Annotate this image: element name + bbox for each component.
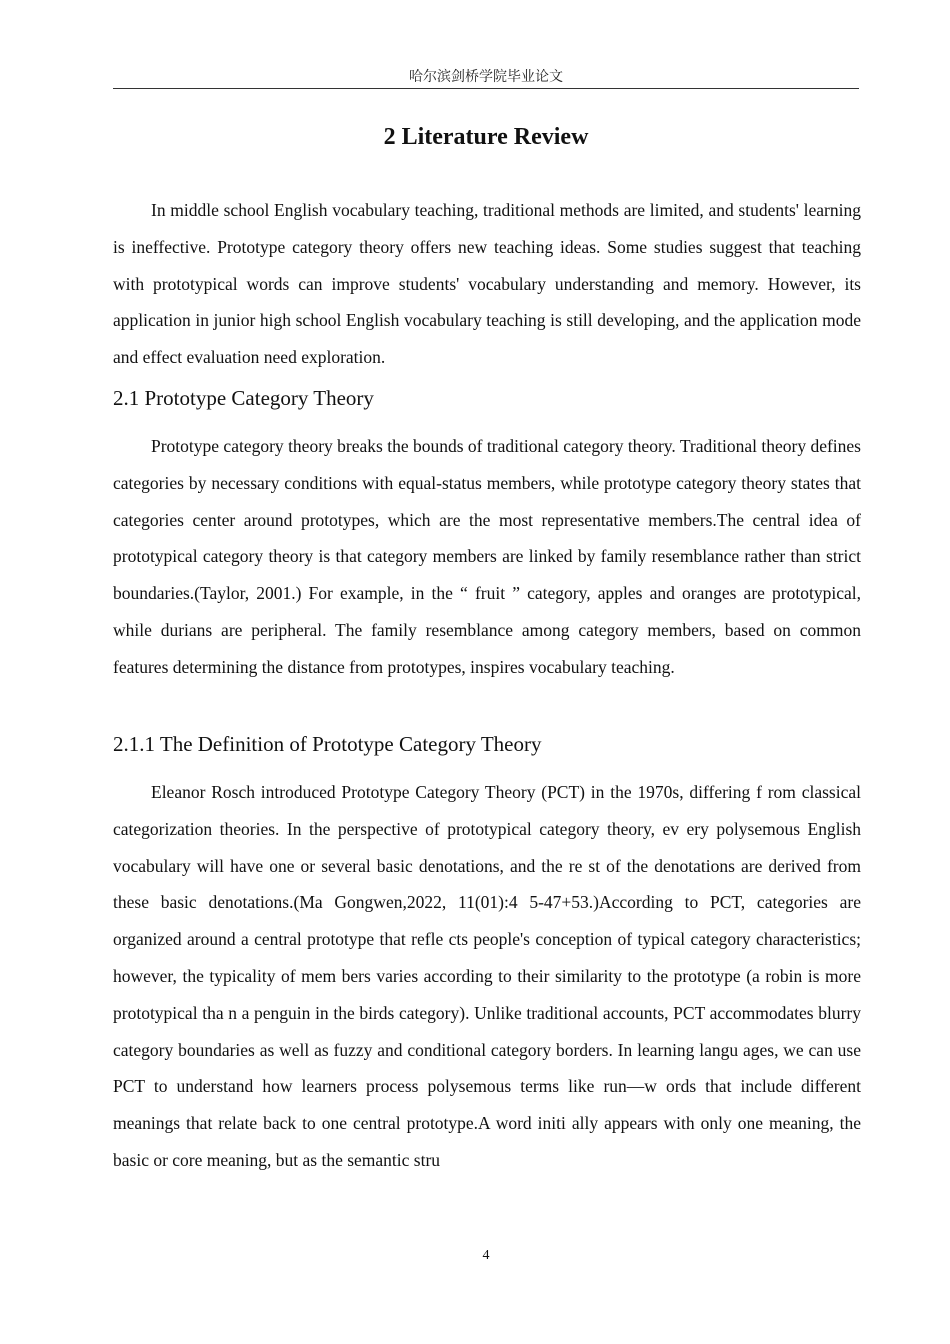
header-rule [113, 88, 859, 89]
section-heading-2-1-1: 2.1.1 The Definition of Prototype Category Theory [113, 732, 542, 756]
chapter-title: 2 Literature Review [383, 124, 589, 150]
prototype-theory-paragraph: Prototype category theory breaks the bounds of traditional category theory. Traditional theory defines categories by necessary conditions with equal-status members, while prototype category theory states that categories center around prototypes, which are the most representative members.The central idea of prototypical category theory is that category members are linked by family resemblance rather than strict boundaries.(Taylor, 2001.) For example, in the “ fruit ” category, apples and oranges are prototypical, while durians are peripheral. The family resemblance among category members, based on common features determining the distance from prototypes, inspires vocabulary teaching. [113, 436, 861, 677]
intro-paragraph: In middle school English vocabulary teaching, traditional methods are limited, and students' learning is ineffective. Prototype category theory offers new teaching ideas. Some studies suggest that teaching with prototypical words can improve students' vocabulary understanding and memory. However, its application in junior high school English vocabulary teaching is still developing, and the application mode and effect evaluation need exploration. [113, 200, 861, 368]
section-heading-2-1: 2.1 Prototype Category Theory [113, 386, 374, 410]
definition-paragraph: Eleanor Rosch introduced Prototype Category Theory (PCT) in the 1970s, differing f rom classical categorization theories. In the perspective of prototypical category theory, ev ery polysemous English vocabulary will have one or several basic denotations, and the re st of the denotations are derived from these basic denotations.(Ma Gongwen,2022, 11(01):4 5-47+53.)According to PCT, categories are organized around a central prototype that refle cts people's conception of typical category characteristics; however, the typicality of mem bers varies according to their similarity to the prototype (a robin is more prototypical tha n a penguin in the birds category). Unlike traditional accounts, PCT accommodates blurry category boundaries as well as fuzzy and conditional category borders. In learning langu ages, we can use PCT to understand how learners process polysemous terms like run—w ords that include different meanings that relate back to one central prototype.A word initi ally appears with only one meaning, the basic or core meaning, but as the semantic stru [113, 782, 861, 1170]
page-number: 4 [482, 1248, 490, 1263]
page-header: 哈尔滨剑桥学院毕业论文 [409, 69, 563, 85]
